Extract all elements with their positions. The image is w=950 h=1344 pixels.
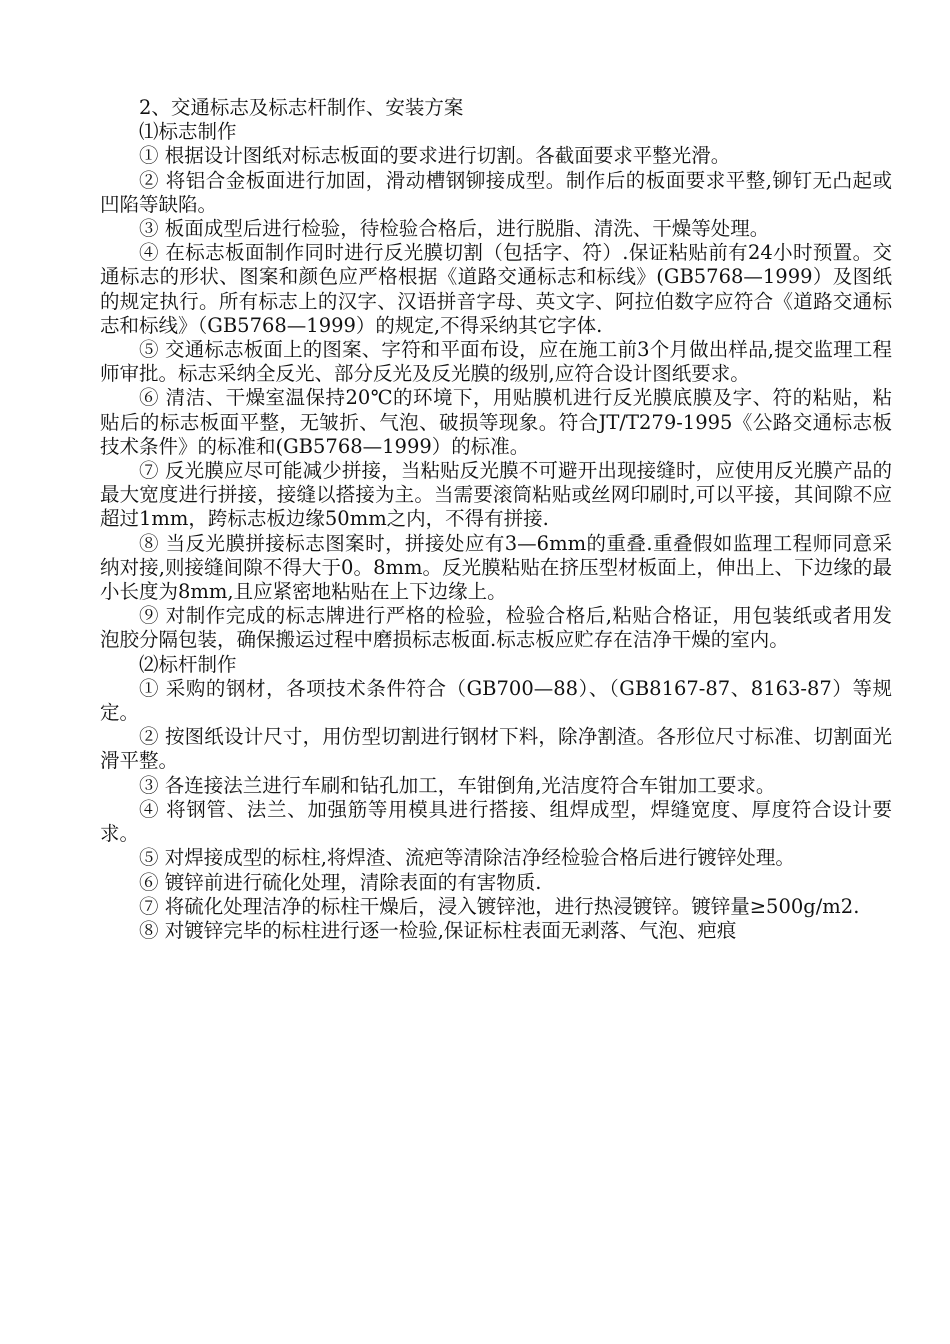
paragraph: ⑧ 当反光膜拼接标志图案时，拼接处应有3—6mm的重叠.重叠假如监理工程师同意采纳对接,则接缝间隙不得大于0。8mm。反光膜粘贴在挤压型材板面上，伸出上、下边缘的最小长度为8mm,且应紧密地粘贴在上下边缘上。 xyxy=(100,531,892,604)
paragraph: ① 根据设计图纸对标志板面的要求进行切割。各截面要求平整光滑。 xyxy=(139,144,731,168)
paragraph: ⑥ 镀锌前进行硫化处理，清除表面的有害物质. xyxy=(139,870,542,894)
paragraph: ⑦ 反光膜应尽可能减少拼接，当粘贴反光膜不可避开出现接缝时，应使用反光膜产品的最大宽度进行拼接，接缝以搭接为主。当需要滚筒粘贴或丝网印刷时,可以平接，其间隙不应超过1mm，跨标志板边缘50mm之内，不得有拼接. xyxy=(100,459,892,531)
paragraph: ⑤ 交通标志板面上的图案、字符和平面布设，应在施工前3个月做出样品,提交监理工程师审批。标志采纳全反光、部分反光及反光膜的级别,应符合设计图纸要求。 xyxy=(100,338,892,386)
paragraph: ④ 在标志板面制作同时进行反光膜切割（包括字、符）.保证粘贴前有24小时预置。交通标志的形状、图案和颜色应严格根据《道路交通标志和标线》(GB5768—1999）及图纸的规定执行。所有标志上的汉字、汉语拼音字母、英文字、阿拉伯数字应符合《道路交通标志和标线》（GB5768—1999）的规定,不得采纳其它字体. xyxy=(100,241,892,337)
paragraph: ⑥ 清洁、干燥室温保持20℃的环境下，用贴膜机进行反光膜底膜及字、符的粘贴，粘贴后的标志板面平整，无皱折、气泡、破损等现象。符合JT/T279-1995《公路交通标志板技术条件》的标准和(GB5768—1999）的标准。 xyxy=(100,386,892,458)
document-body xyxy=(100,96,892,943)
paragraph: ② 将铝合金板面进行加固，滑动槽钢铆接成型。制作后的板面要求平整,铆钉无凸起或凹陷等缺陷。 xyxy=(100,168,892,216)
paragraph: ② 按图纸设计尺寸，用仿型切割进行钢材下料，除净割渣。各形位尺寸标准、切割面光滑平整。 xyxy=(100,725,892,773)
paragraph: ⑤ 对焊接成型的标柱,将焊渣、流疤等清除洁净经检验合格后进行镀锌处理。 xyxy=(139,846,795,870)
paragraph: ④ 将钢管、法兰、加强筋等用模具进行搭接、组焊成型，焊缝宽度、厚度符合设计要求。 xyxy=(100,797,892,846)
section-heading: 2、交通标志及标志杆制作、安装方案 xyxy=(139,96,464,119)
paragraph: ③ 板面成型后进行检验，待检验合格后，进行脱脂、清洗、干燥等处理。 xyxy=(139,217,770,241)
subsection-heading: ⑴标志制作 xyxy=(139,120,237,144)
paragraph: ⑧ 对镀锌完毕的标柱进行逐一检验,保证标柱表面无剥落、气泡、疤痕 xyxy=(139,918,737,942)
paragraph: ③ 各连接法兰进行车刷和钻孔加工，车钳倒角,光洁度符合车钳加工要求。 xyxy=(139,773,776,797)
paragraph: ⑦ 将硫化处理洁净的标柱干燥后，浸入镀锌池，进行热浸镀锌。镀锌量≥500g/m2. xyxy=(139,894,860,918)
paragraph: ① 采购的钢材，各项技术条件符合（GB700—88）、（GB8167-87、8163-87）等规定。 xyxy=(100,676,892,725)
paragraph: ⑨ 对制作完成的标志牌进行严格的检验，检验合格后,粘贴合格证，用包装纸或者用发泡胶分隔包装，确保搬运过程中磨损标志板面.标志板应贮存在洁净干燥的室内。 xyxy=(100,604,892,652)
subsection-heading: ⑵标杆制作 xyxy=(139,652,237,676)
